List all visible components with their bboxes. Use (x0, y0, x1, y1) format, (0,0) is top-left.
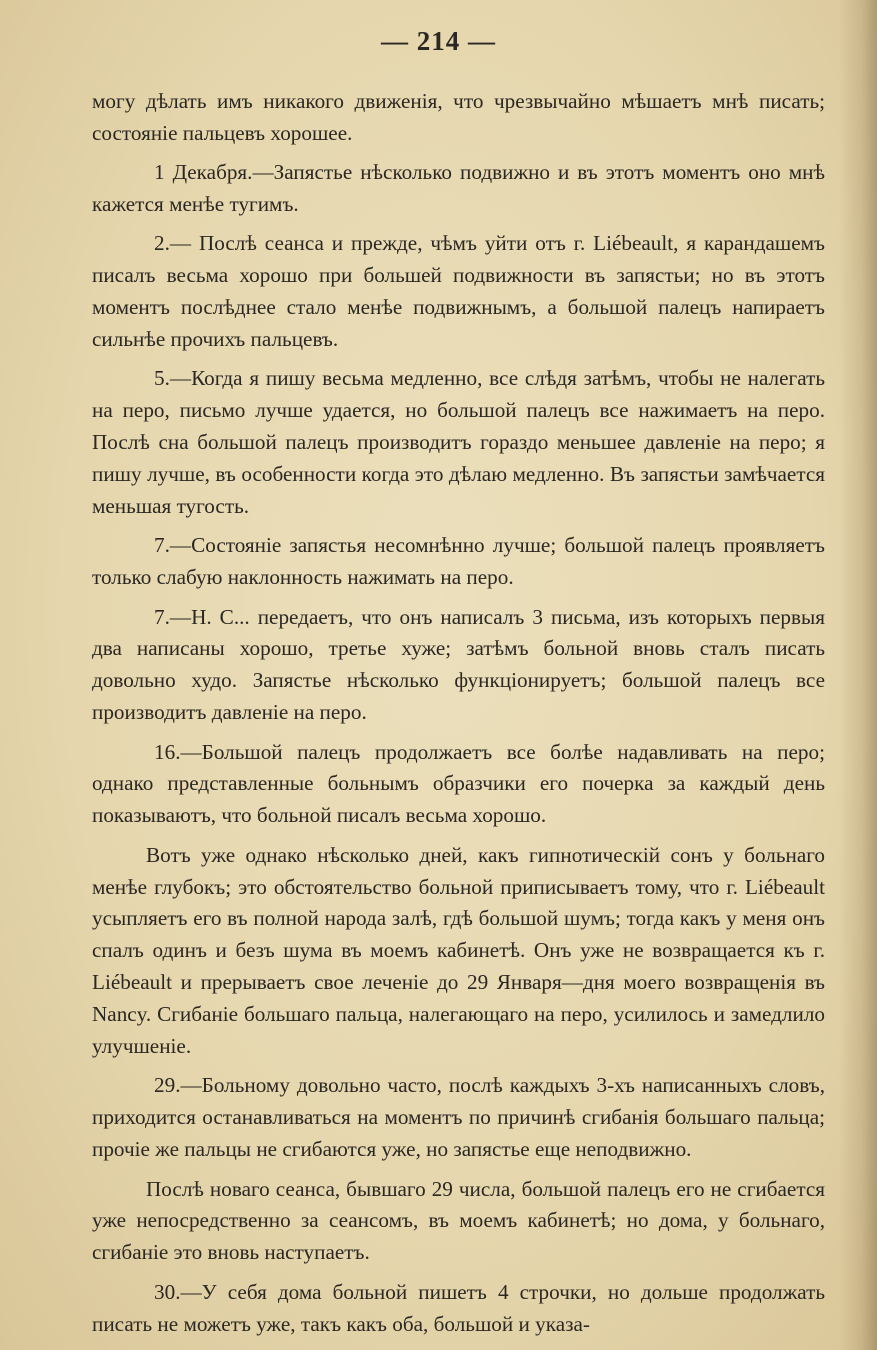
paragraph: Послѣ новаго сеанса, бывшаго 29 числа, большой палецъ его не сгибается уже непосредственно за сеансомъ, въ моемъ кабинетѣ; но дома, у больнаго, сгибаніе это вновь наступаетъ. (92, 1176, 825, 1265)
paragraph: могу дѣлать имъ никакого движенія, что чрезвычайно мѣшаетъ мнѣ писать; состояніе пальцевъ хорошее. (92, 89, 825, 145)
paragraph: 7.—Н. С... передаетъ, что онъ написалъ 3 письма, изъ которыхъ первыя два написаны хорошо, третье хуже; затѣмъ больной вновь сталъ писать довольно худо. Запястье нѣсколько функціонируетъ; большой палецъ все производитъ давленіе на перо. (92, 604, 825, 725)
paragraph: 16.—Большой палецъ продолжаетъ все болѣе надавливать на перо; однако представленные больнымъ образчики его почерка за каждый день показываютъ, что больной писалъ весьма хорошо. (92, 739, 825, 828)
paragraph: 30.—У себя дома больной пишетъ 4 строчки, но дольше продолжать писать не можетъ уже, такъ какъ оба, большой и указа- (92, 1279, 825, 1336)
paragraph: 5.—Когда я пишу весьма медленно, все слѣдя затѣмъ, чтобы не налегать на перо, письмо лучше удается, но большой палецъ все нажимаетъ на перо. Послѣ сна большой палецъ производитъ гораздо меньшее давленіе на перо; я пишу лучше, въ особенности когда это дѣлаю медленно. Въ запястьи замѣчается меньшая тугость. (92, 366, 825, 519)
paragraph: 29.—Больному довольно часто, послѣ каждыхъ 3-хъ написанныхъ словъ, приходится останавливаться на моментъ по причинѣ сгибанія большаго пальца; прочіе же пальцы не сгибаются уже, но запястье еще неподвижно. (92, 1073, 825, 1162)
page-edge-shadow (839, 0, 877, 1350)
page-number: — 214 — (381, 26, 496, 56)
paragraph: 7.—Состояніе запястья несомнѣнно лучше; большой палецъ проявляетъ только слабую наклонность нажимать на перо. (92, 533, 825, 590)
paragraph: 1 Декабря.—Запястье нѣсколько подвижно и въ этотъ моментъ оно мнѣ кажется менѣе тугимъ. (92, 160, 825, 217)
paragraph: Вотъ уже однако нѣсколько дней, какъ гипнотическій сонъ у больнаго менѣе глубокъ; это обстоятельство больной приписываетъ тому, что г. Liébeault усыпляетъ его въ полной народа залѣ, гдѣ большой шумъ; тогда какъ у меня онъ спалъ одинъ и безъ шума въ моемъ кабинетѣ. Онъ уже не возвращается къ г. Liébeault и прерываетъ свое леченіе до 29 Января—дня моего возвращенія въ Nancy. Сгибаніе большаго пальца, налегающаго на перо, усилилось и замедлило улучшеніе. (92, 842, 825, 1059)
page-text (92, 86, 825, 1348)
paragraph: 2.— Послѣ сеанса и прежде, чѣмъ уйти отъ г. Liébeault, я карандашемъ писалъ весьма хорошо при большей подвижности въ запястьи; но въ этотъ моментъ послѣднее стало менѣе подвижнымъ, а большой палецъ напираетъ сильнѣе прочихъ пальцевъ. (92, 231, 825, 352)
